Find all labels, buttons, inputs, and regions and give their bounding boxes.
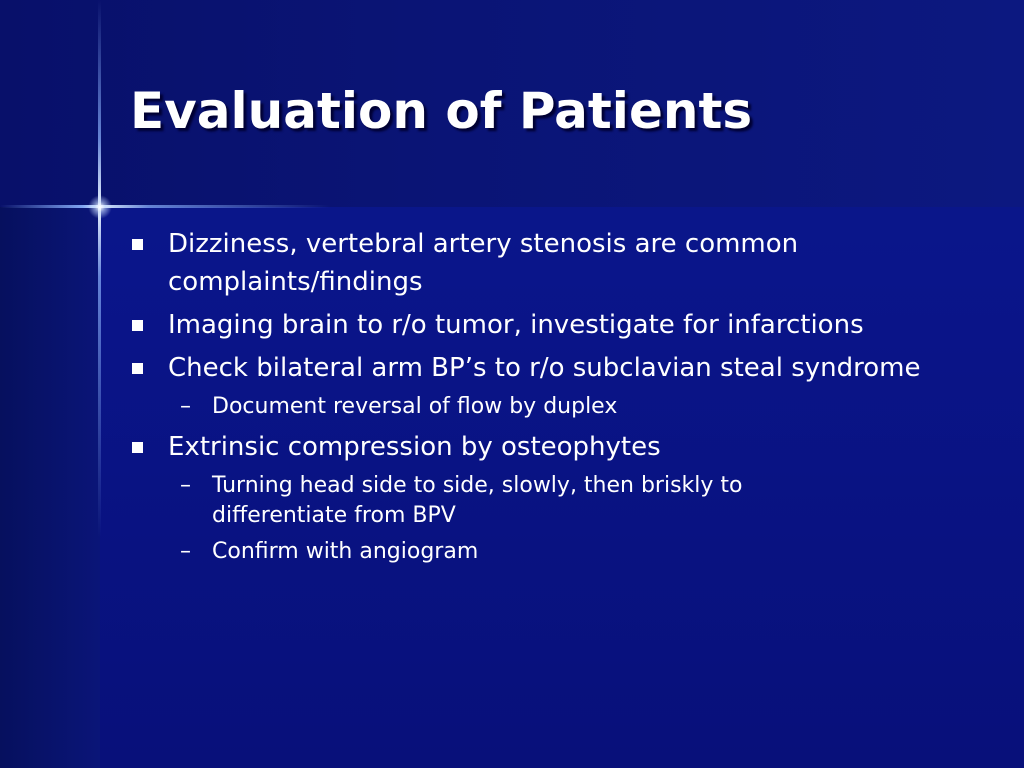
- dash-bullet-icon: –: [180, 394, 191, 419]
- horizontal-accent-line: [0, 205, 330, 208]
- sub-bullet-text: Turning head side to side, slowly, then briskly to differentiate from BPV: [212, 473, 743, 528]
- slide-title: Evaluation of Patients: [130, 82, 753, 140]
- square-bullet-icon: [130, 349, 168, 387]
- sub-bullet-text: Confirm with angiogram: [212, 539, 479, 564]
- sub-bullet-item: [180, 392, 930, 422]
- bullet-list: [130, 225, 930, 573]
- bullet-text: Dizziness, vertebral artery stenosis are common complaints/findings: [168, 229, 799, 297]
- bullet-item: [130, 428, 930, 466]
- square-bullet-icon: [130, 225, 168, 263]
- bullet-text: Extrinsic compression by osteophytes: [168, 432, 661, 462]
- sub-bullet-text: Document reversal of flow by duplex: [212, 394, 618, 419]
- bullet-text: Imaging brain to r/o tumor, investigate for infarctions: [168, 310, 864, 340]
- vertical-accent-line: [98, 0, 101, 768]
- sub-bullet-item: [180, 471, 930, 531]
- dash-bullet-icon: –: [180, 539, 191, 564]
- square-bullet-icon: [130, 306, 168, 344]
- bullet-item: [130, 349, 930, 387]
- sub-bullet-item: [180, 537, 930, 567]
- bullet-text: Check bilateral arm BP’s to r/o subclavian steal syndrome: [168, 353, 921, 383]
- bullet-item: [130, 225, 930, 301]
- square-bullet-icon: [130, 428, 168, 466]
- left-band: [0, 207, 100, 768]
- bullet-item: [130, 306, 930, 344]
- dash-bullet-icon: –: [180, 473, 191, 498]
- sparkle-icon: [88, 195, 112, 219]
